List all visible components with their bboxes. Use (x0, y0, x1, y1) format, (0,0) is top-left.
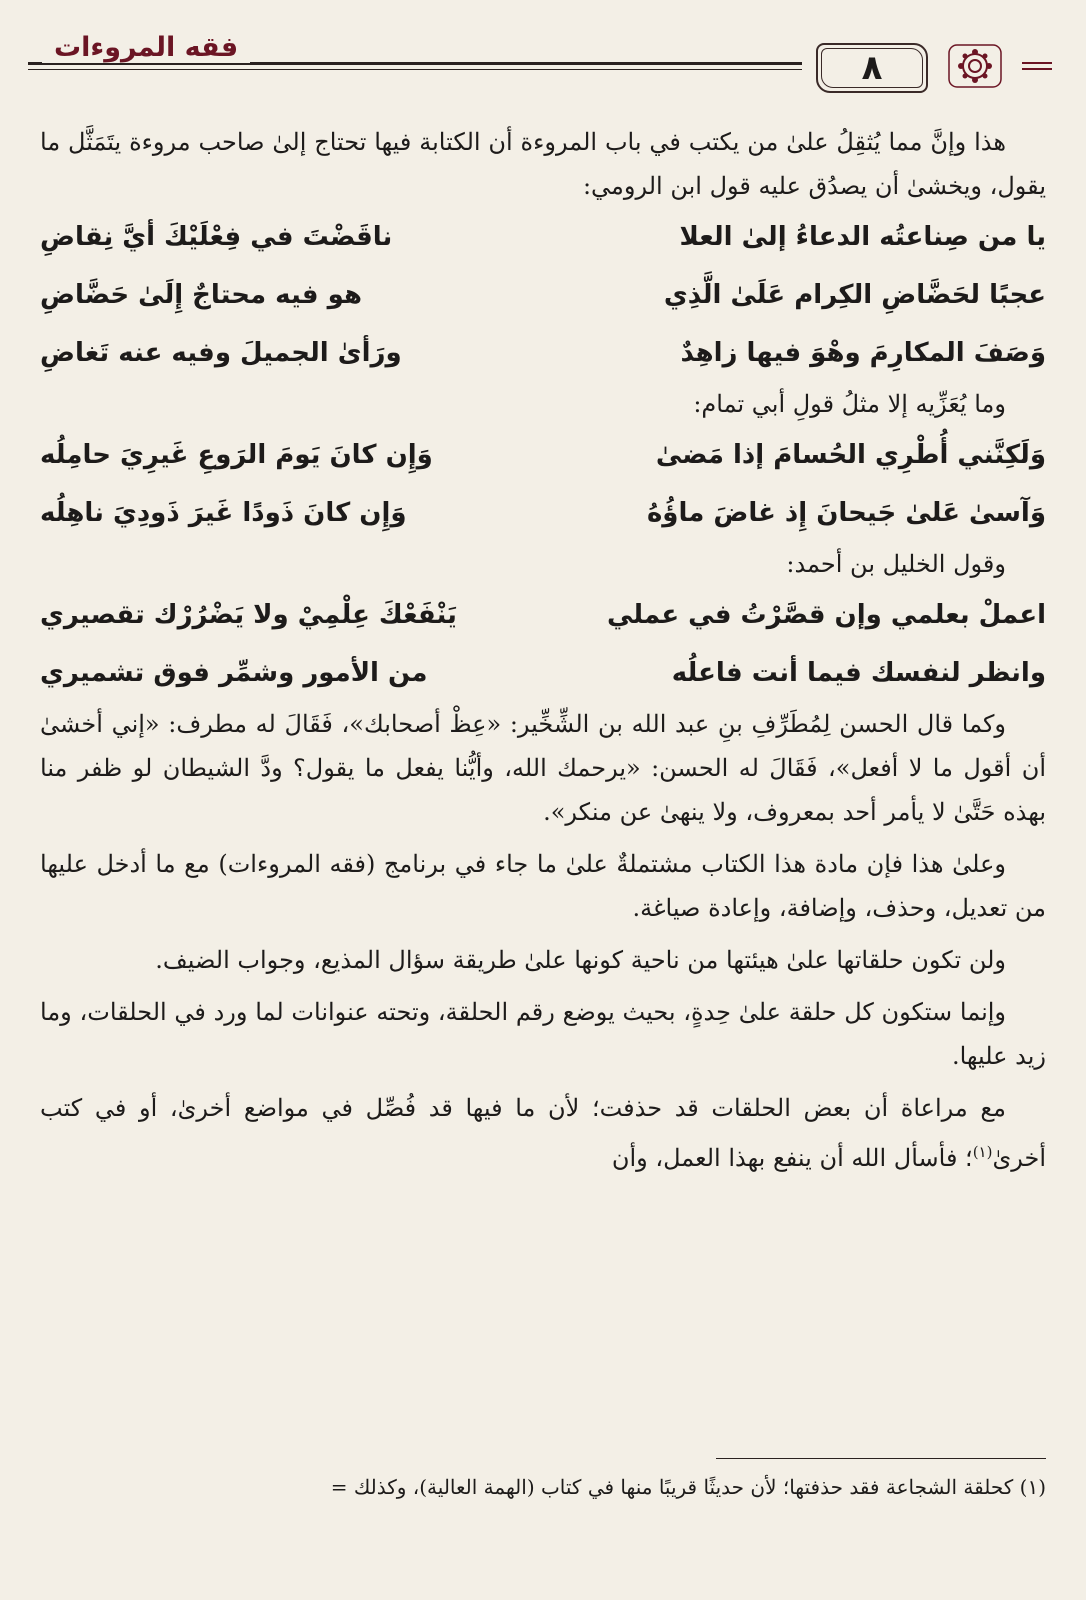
verse-hemistich-right: وَلَكِنَّني أُطْرِي الحُسامَ إذا مَضىٰ (655, 440, 1046, 470)
verse-line (40, 266, 1046, 324)
header-tail-lines (1022, 62, 1052, 74)
paragraph: هذا وإنَّ مما يُثقِلُ علىٰ من يكتب في باب المروءة أن الكتابة فيها تحتاج إلىٰ صاحب مروءة يتَمَثَّل ما يقول، ويخشىٰ أن يصدُق عليه قول ابن الرومي: (40, 128, 1046, 200)
footnote-text: كحلقة الشجاعة فقد حذفتها؛ لأن حديثًا قريبًا منها في كتاب (الهمة العالية)، وكذلك = (330, 1475, 1014, 1499)
paragraph: ولن تكون حلقاتها علىٰ هيئتها من ناحية كونها علىٰ طريقة سؤال المذيع، وجواب الضيف. (155, 946, 1006, 974)
body-text (40, 120, 1046, 1180)
verse-hemistich-left: ورَأىٰ الجميلَ وفيه عنه تَغاضِ (40, 338, 402, 368)
paragraph: وقول الخليل بن أحمد: (786, 550, 1006, 578)
verse-hemistich-left: وَإِن كانَ ذَودًا غَيرَ ذَودِيَ ناهِلُه (40, 498, 407, 528)
verse-hemistich-left: وَإِن كانَ يَومَ الرَوعِ غَيرِيَ حامِلُه (40, 440, 433, 470)
verse-hemistich-right: اعملْ بعلمي وإن قصَّرْتُ في عملي (606, 600, 1046, 630)
page-header (28, 32, 1052, 98)
paragraph: وإنما ستكون كل حلقة علىٰ حِدةٍ، بحيث يوضع رقم الحلقة، وتحته عنوانات لما ورد في الحلقات، وما زيد عليها. (40, 998, 1046, 1070)
running-title: فقه المروءات (42, 32, 250, 63)
verse-hemistich-left: هو فيه محتاجٌ إِلَىٰ حَضَّاضِ (40, 280, 362, 310)
verse-hemistich-right: عجبًا لحَضَّاضِ الكِرام عَلَىٰ الَّذِي (663, 280, 1046, 310)
verse-hemistich-left: يَنْفَعْكَ عِلْمِيْ ولا يَضْرُرْك تقصيري (40, 600, 457, 630)
verse-line (40, 208, 1046, 266)
paragraph (40, 1086, 1046, 1180)
verse-hemistich-left: من الأمور وشمِّر فوق تشميري (40, 658, 428, 688)
verse-hemistich-right: وَآسىٰ عَلىٰ جَيحانَ إِذ غاضَ ماؤُهُ (646, 498, 1046, 528)
footnote-number: (١) (1019, 1475, 1046, 1499)
verse-hemistich-right: وَصَفَ المكارِمَ وهْوَ فيها زاهِدٌ (680, 338, 1046, 368)
paragraph-text: ؛ فأسأل الله أن ينفع بهذا العمل، وأن (611, 1144, 973, 1172)
verse-hemistich-left: ناقَضْتَ في فِعْلَيْكَ أيَّ نِقاضِ (40, 222, 393, 252)
header-rule (28, 62, 802, 70)
paragraph: وما يُعَزِّيه إلا مثلُ قولِ أبي تمام: (693, 390, 1006, 418)
verse-line (40, 586, 1046, 644)
footnote-rule (716, 1458, 1046, 1459)
verse-hemistich-right: يا من صِناعتُه الدعاءُ إلىٰ العلا (679, 222, 1046, 252)
paragraph-text: مع مراعاة أن بعض الحلقات قد حذفت؛ لأن ما فيها قد فُصِّل في مواضع أخرىٰ، أو في كتب أخرىٰ (40, 1094, 1046, 1172)
paragraph: وعلىٰ هذا فإن مادة هذا الكتاب مشتملةٌ علىٰ ما جاء في برنامج (فقه المروءات) مع ما أدخل عليها من تعديل، وحذف، وإضافة، وإعادة صياغة. (40, 850, 1046, 922)
ornament-icon (938, 41, 1012, 91)
verse-hemistich-right: وانظر لنفسك فيما أنت فاعلُه (671, 658, 1046, 688)
page-number: ٨ (816, 43, 928, 93)
verse-line (40, 324, 1046, 382)
paragraph: وكما قال الحسن لِمُطَرِّفِ بنِ عبد الله بن الشِّخِّير: «عِظْ أصحابك»، فَقَالَ له مطرف: «إني أخشىٰ أن أقول ما لا أفعل»، فَقَالَ له الحسن: «يرحمك الله، وأيُّنا يفعل ما يقول؟ ودَّ الشيطان لو ظفر منا بهذه حَتَّىٰ لا يأمر أحد بمعروف، ولا ينهىٰ عن منكر». (40, 710, 1046, 826)
verse-line (40, 484, 1046, 542)
footnote-marker[interactable]: (١) (972, 1143, 993, 1161)
footnote (40, 1470, 1046, 1504)
verse-line (40, 426, 1046, 484)
verse-line (40, 644, 1046, 702)
